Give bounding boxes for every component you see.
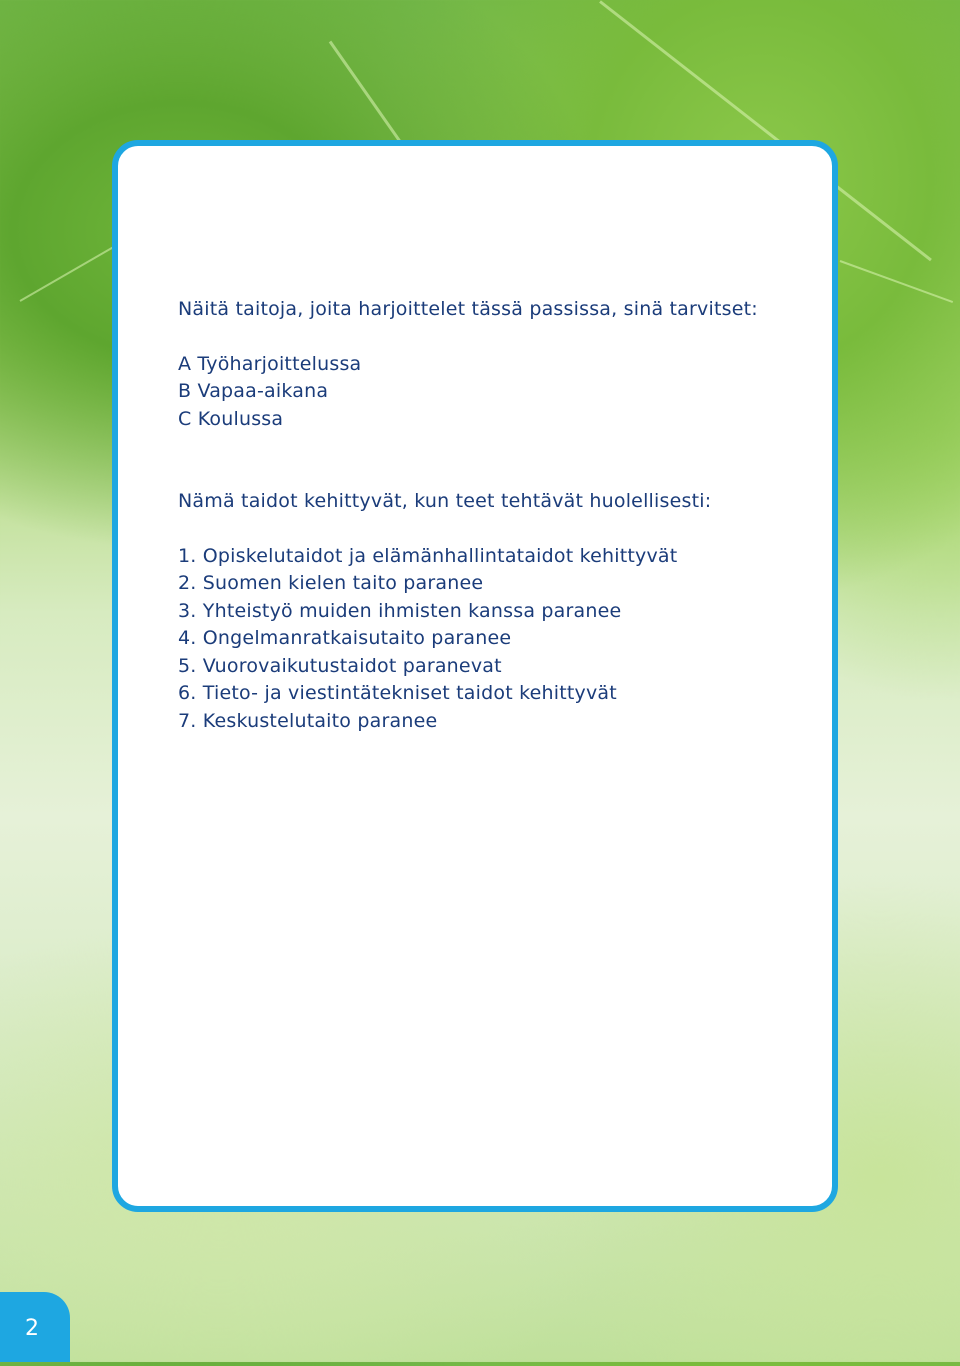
skills-heading: Nämä taidot kehittyvät, kun teet tehtävät huolellisesti: [178, 490, 712, 512]
skill-item: 1. Opiskelutaidot ja elämänhallintataidot kehittyvät [178, 544, 678, 567]
intro-text: Näitä taitoja, joita harjoittelet tässä passissa, sinä tarvitset: [178, 298, 758, 320]
page-number: 2 [25, 1316, 39, 1341]
skill-item: 5. Vuorovaikutustaidot paranevat [178, 654, 502, 677]
skill-item: 3. Yhteistyö muiden ihmisten kanssa paranee [178, 599, 622, 622]
leaf-vein [840, 260, 953, 303]
context-item: A Työharjoittelussa [178, 352, 362, 375]
context-list [178, 351, 818, 434]
context-item: B Vapaa-aikana [178, 380, 329, 402]
context-item: C Koulussa [178, 407, 284, 430]
skill-item: 6. Tieto- ja viestintätekniset taidot kehittyvät [178, 682, 617, 704]
skills-list [178, 543, 818, 736]
skill-item: 7. Keskustelutaito paranee [178, 709, 438, 732]
leaf-vein [20, 240, 125, 302]
skill-item: 4. Ongelmanratkaisutaito paranee [178, 627, 512, 649]
skill-item: 2. Suomen kielen taito paranee [178, 572, 484, 594]
page-content [178, 296, 818, 735]
